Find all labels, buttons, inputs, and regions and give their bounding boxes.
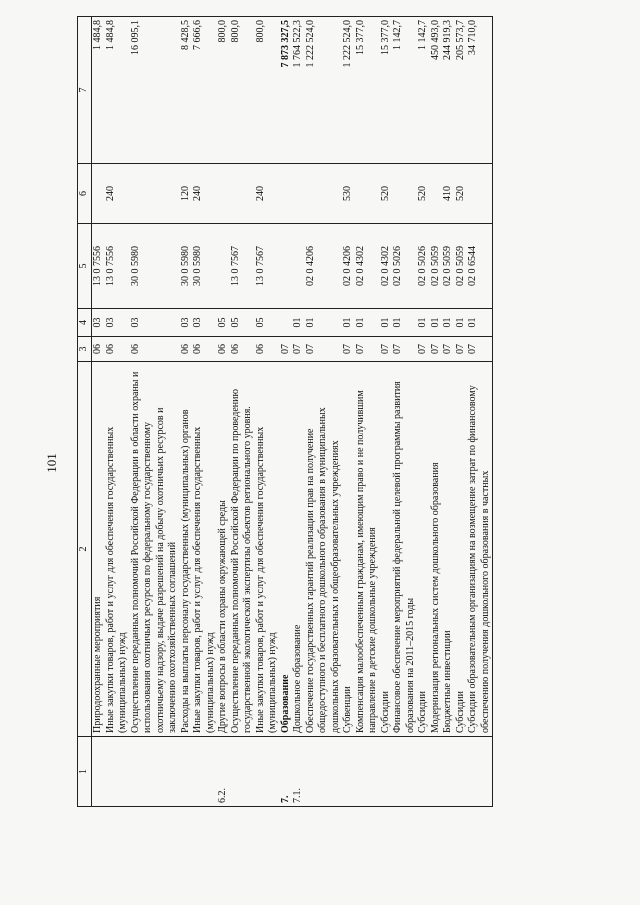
cell-amount: 1 764 522,3: [292, 17, 305, 164]
cell-item-name: Осуществление переданных полномочий Российской Федерации в области охраны и использования охотничьих ресурсов по федеральному государственному охотничьему надзору, выдаче разрешений на добычу охотничьих ресурсов и заключению охотхозяйственных соглашений: [130, 362, 180, 737]
cell-expense-type-code: [305, 164, 343, 224]
cell-expense-type-code: 240: [105, 164, 130, 224]
cell-section-number: [417, 737, 430, 807]
cell-section-number: [380, 737, 393, 807]
cell-item-name: Иные закупки товаров, работ и услуг для обеспечения государственных (муниципальных) нужд: [105, 362, 130, 737]
cell-target-article-code: 02 0 5026: [392, 224, 417, 309]
cell-amount: 1 142,7: [392, 17, 417, 164]
cell-item-name: Образование: [280, 362, 293, 737]
table-row: [392, 17, 417, 807]
cell-item-name: Бюджетные инвестиции: [442, 362, 455, 737]
cell-section-number: [192, 737, 217, 807]
cell-target-article-code: 02 0 6544: [467, 224, 493, 309]
cell-target-article-code: 02 0 4206: [305, 224, 343, 309]
cell-subsection-code: 01: [430, 309, 443, 337]
table-row: [105, 17, 130, 807]
cell-section-code: 07: [342, 337, 355, 362]
table-row: [417, 17, 430, 807]
cell-subsection-code: [280, 309, 293, 337]
header-col-1: 1: [78, 737, 92, 807]
cell-expense-type-code: 520: [417, 164, 430, 224]
cell-subsection-code: 03: [92, 309, 105, 337]
cell-item-name: Расходы на выплаты персоналу государственных (муниципальных) органов: [180, 362, 193, 737]
cell-section-number: [430, 737, 443, 807]
cell-expense-type-code: [355, 164, 380, 224]
cell-section-number: [467, 737, 493, 807]
cell-section-number: 7.: [280, 737, 293, 807]
cell-section-code: 07: [292, 337, 305, 362]
cell-expense-type-code: [392, 164, 417, 224]
cell-section-number: [455, 737, 468, 807]
cell-section-code: 06: [105, 337, 130, 362]
cell-section-code: 06: [255, 337, 280, 362]
cell-subsection-code: 01: [305, 309, 343, 337]
cell-expense-type-code: 240: [192, 164, 217, 224]
cell-item-name: Природоохранные мероприятия: [92, 362, 105, 737]
table-row: [292, 17, 305, 807]
cell-subsection-code: 01: [292, 309, 305, 337]
table-row: [230, 17, 255, 807]
cell-target-article-code: [217, 224, 230, 309]
cell-item-name: Субвенции: [342, 362, 355, 737]
cell-item-name: Иные закупки товаров, работ и услуг для обеспечения государственных (муниципальных) нужд: [192, 362, 217, 737]
cell-item-name: Обеспечение государственных гарантий реализации прав на получение общедоступного и бесплатного дошкольного образования в муниципальных дошкольных образовательных и общеобразовательных учреждениях: [305, 362, 343, 737]
cell-subsection-code: 01: [355, 309, 380, 337]
cell-subsection-code: 03: [180, 309, 193, 337]
cell-subsection-code: 03: [192, 309, 217, 337]
cell-item-name: Субсидии: [380, 362, 393, 737]
cell-target-article-code: 02 0 4206: [342, 224, 355, 309]
cell-subsection-code: 01: [442, 309, 455, 337]
table-row: [467, 17, 493, 807]
table-row: [442, 17, 455, 807]
header-col-5: 5: [78, 224, 92, 309]
cell-target-article-code: [280, 224, 293, 309]
header-col-4: 4: [78, 309, 92, 337]
cell-amount: 1 222 524,0: [305, 17, 343, 164]
table-row: [455, 17, 468, 807]
table-row: [130, 17, 180, 807]
cell-subsection-code: 05: [230, 309, 255, 337]
cell-section-number: [105, 737, 130, 807]
table-row: [380, 17, 393, 807]
table-row: [280, 17, 293, 807]
cell-section-number: [305, 737, 343, 807]
cell-target-article-code: [292, 224, 305, 309]
cell-expense-type-code: 240: [255, 164, 280, 224]
cell-expense-type-code: 120: [180, 164, 193, 224]
cell-item-name: Осуществление переданных полномочий Российской Федерации по проведению государственной экологической экспертизы объектов регионального уровня.: [230, 362, 255, 737]
budget-table-page: [77, 17, 632, 807]
cell-amount: 7 666,6: [192, 17, 217, 164]
cell-amount: 1 484,8: [92, 17, 105, 164]
cell-expense-type-code: [467, 164, 493, 224]
table-row: [192, 17, 217, 807]
cell-expense-type-code: [130, 164, 180, 224]
cell-amount: 15 377,0: [380, 17, 393, 164]
cell-section-number: [255, 737, 280, 807]
cell-expense-type-code: 530: [342, 164, 355, 224]
cell-expense-type-code: [430, 164, 443, 224]
cell-expense-type-code: 520: [455, 164, 468, 224]
cell-subsection-code: 03: [130, 309, 180, 337]
cell-target-article-code: 13 0 7567: [255, 224, 280, 309]
cell-expense-type-code: [230, 164, 255, 224]
table-row: [305, 17, 343, 807]
cell-target-article-code: 02 0 4302: [355, 224, 380, 309]
cell-expense-type-code: [92, 164, 105, 224]
cell-section-number: [355, 737, 380, 807]
cell-amount: 800,0: [230, 17, 255, 164]
cell-amount: 244 919,3: [442, 17, 455, 164]
cell-section-code: 07: [430, 337, 443, 362]
cell-item-name: Другие вопросы в области охраны окружающей среды: [217, 362, 230, 737]
cell-section-code: 07: [380, 337, 393, 362]
cell-expense-type-code: [280, 164, 293, 224]
cell-item-name: Иные закупки товаров, работ и услуг для обеспечения государственных (муниципальных) нужд: [255, 362, 280, 737]
cell-subsection-code: 01: [417, 309, 430, 337]
cell-expense-type-code: [292, 164, 305, 224]
cell-section-code: 06: [217, 337, 230, 362]
cell-amount: 34 710,0: [467, 17, 493, 164]
cell-section-code: 06: [230, 337, 255, 362]
cell-target-article-code: 13 0 7556: [92, 224, 105, 309]
cell-subsection-code: 01: [380, 309, 393, 337]
cell-section-code: 06: [180, 337, 193, 362]
cell-section-number: 6.2.: [217, 737, 230, 807]
cell-item-name: Субсидии: [455, 362, 468, 737]
table-row: [217, 17, 230, 807]
cell-section-number: [442, 737, 455, 807]
cell-target-article-code: 02 0 5059: [455, 224, 468, 309]
table-row: [430, 17, 443, 807]
cell-target-article-code: 02 0 4302: [380, 224, 393, 309]
cell-amount: 800,0: [217, 17, 230, 164]
cell-expense-type-code: 520: [380, 164, 393, 224]
cell-section-code: 07: [355, 337, 380, 362]
cell-subsection-code: 03: [105, 309, 130, 337]
cell-section-code: 07: [442, 337, 455, 362]
cell-subsection-code: 05: [255, 309, 280, 337]
header-col-2: 2: [78, 362, 92, 737]
table-header-row: [78, 17, 92, 807]
cell-section-number: [230, 737, 255, 807]
cell-amount: 205 573,7: [455, 17, 468, 164]
header-col-6: 6: [78, 164, 92, 224]
cell-section-code: 07: [455, 337, 468, 362]
cell-subsection-code: 05: [217, 309, 230, 337]
cell-expense-type-code: 410: [442, 164, 455, 224]
cell-amount: 1 142,7: [417, 17, 430, 164]
table-row: [355, 17, 380, 807]
cell-item-name: Субсидии: [417, 362, 430, 737]
cell-amount: 1 222 524,0: [342, 17, 355, 164]
cell-target-article-code: 02 0 5059: [430, 224, 443, 309]
cell-item-name: Дошкольное образование: [292, 362, 305, 737]
cell-section-code: 07: [280, 337, 293, 362]
cell-item-name: Компенсация малообеспеченным гражданам, имеющим право и не получившим направление в детские дошкольные учреждения: [355, 362, 380, 737]
page-number: 101: [44, 453, 59, 473]
cell-subsection-code: 01: [392, 309, 417, 337]
cell-expense-type-code: [217, 164, 230, 224]
cell-section-number: [130, 737, 180, 807]
cell-section-code: 07: [392, 337, 417, 362]
cell-section-code: 06: [192, 337, 217, 362]
cell-section-number: [92, 737, 105, 807]
cell-subsection-code: 01: [342, 309, 355, 337]
table-body: [92, 17, 493, 807]
cell-target-article-code: 30 0 5980: [180, 224, 193, 309]
cell-section-code: 07: [417, 337, 430, 362]
cell-section-code: 06: [92, 337, 105, 362]
budget-table: [77, 16, 493, 807]
cell-subsection-code: 01: [467, 309, 493, 337]
cell-amount: 450 493,0: [430, 17, 443, 164]
table-row: [342, 17, 355, 807]
cell-amount: 16 095,1: [130, 17, 180, 164]
cell-target-article-code: 02 0 5059: [442, 224, 455, 309]
cell-section-number: 7.1.: [292, 737, 305, 807]
header-col-7: 7: [78, 17, 92, 164]
cell-section-code: 07: [305, 337, 343, 362]
cell-amount: 1 484,8: [105, 17, 130, 164]
cell-item-name: Финансовое обеспечение мероприятий федеральной целевой программы развития образования на 2011–2015 годы: [392, 362, 417, 737]
cell-section-number: [180, 737, 193, 807]
table-row: [180, 17, 193, 807]
cell-amount: 15 377,0: [355, 17, 380, 164]
table-row: [255, 17, 280, 807]
cell-amount: 8 428,5: [180, 17, 193, 164]
cell-target-article-code: 13 0 7567: [230, 224, 255, 309]
table-row: [92, 17, 105, 807]
cell-section-code: 06: [130, 337, 180, 362]
cell-item-name: Модернизация региональных систем дошкольного образования: [430, 362, 443, 737]
cell-amount: 800,0: [255, 17, 280, 164]
cell-target-article-code: 13 0 7556: [105, 224, 130, 309]
cell-amount: 7 873 327,5: [280, 17, 293, 164]
cell-target-article-code: 30 0 5980: [130, 224, 180, 309]
cell-section-code: 07: [467, 337, 493, 362]
cell-item-name: Субсидии образовательным организациям на возмещение затрат по финансовому обеспечению получения дошкольного образования в частных: [467, 362, 493, 737]
cell-section-number: [342, 737, 355, 807]
cell-section-number: [392, 737, 417, 807]
cell-target-article-code: 02 0 5026: [417, 224, 430, 309]
cell-target-article-code: 30 0 5980: [192, 224, 217, 309]
cell-subsection-code: 01: [455, 309, 468, 337]
header-col-3: 3: [78, 337, 92, 362]
